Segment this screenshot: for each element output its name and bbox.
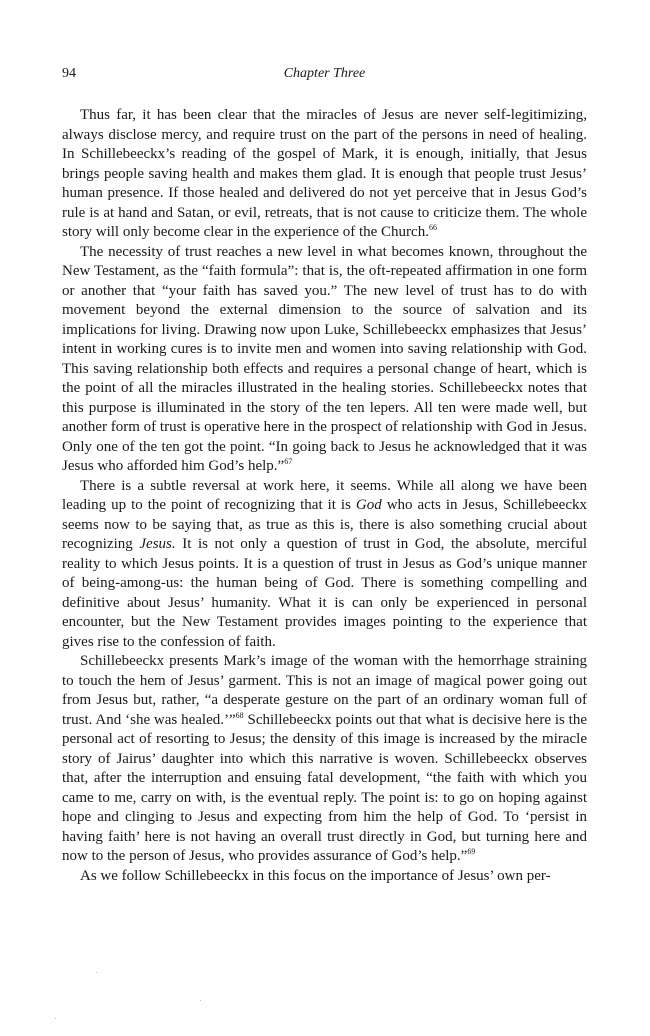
text-run: Schillebeeckx points out that what is decisive here is the personal act of resorting to Jesus; the density of this image is increased by the miracle story of Jairus’ daughter into which this narrative is woven. Schillebeeckx observes that, after the interruption and ensuing fatal development, “the faith with which you came to me, carry on with, is the eventual reply. The point is: to go on hoping against hope and clinging to Jesus and expecting from him the help of God. To ‘persist in having faith’ here is not having an overall trust directly in God, but turning here and now to the person of Jesus, who provides assurance of God’s help.”	[62, 711, 587, 864]
paragraph	[62, 106, 587, 243]
page-number: 94	[62, 66, 76, 81]
paragraph	[62, 243, 587, 477]
scan-speck	[200, 1000, 201, 1001]
text-run: who acts in Jesus, Schillebeeckx seems now to be saying that, as true as this is, there is also something crucial about recognizing	[62, 497, 587, 552]
page-header	[62, 66, 587, 86]
paragraph	[62, 867, 587, 887]
emphasis: Jesus.	[139, 536, 176, 552]
scan-speck	[96, 972, 97, 973]
scan-speck	[55, 1018, 56, 1019]
footnote-ref: 69	[467, 847, 476, 856]
text-run: The necessity of trust reaches a new level in what becomes known, throughout the New Testament, as the “faith formula”: that is, the oft-repeated affirmation in one form or another that “your faith has saved you.” The new level of trust has to do with movement beyond the external dimension to the source of salvation and its implications for living. Drawing now upon Luke, Schillebeeckx emphasizes that Jesus’ intent in working cures is to invite men and women into saving relationship with God. This saving relationship both effects and requires a personal change of heart, which is the point of all the miracles illustrated in the healing stories. Schillebeeckx notes that this purpose is illuminated in the story of the ten lepers. All ten were made well, but another form of trust is operative here in the prospect of relationship with God in Jesus. Only one of the ten got the point. “In going back to Jesus he acknowledged that it was Jesus who afforded him God’s help.”	[62, 243, 587, 474]
body-text	[62, 106, 587, 886]
paragraph	[62, 477, 587, 653]
text-run: Schillebeeckx presents Mark’s image of the woman with the hemorrhage straining to touch the hem of Jesus’ garment. This is not an image of magical power going out from Jesus but, rather, “a desperate gesture on the part of an ordinary woman full of trust. And ‘she was healed.’”	[62, 653, 587, 728]
text-run: As we follow Schillebeeckx in this focus on the importance of Jesus’ own per-	[80, 867, 551, 884]
footnote-ref: 67	[284, 457, 293, 466]
text-run: Thus far, it has been clear that the miracles of Jesus are never self-legitimizing, always disclose mercy, and require trust on the part of the persons in need of healing. In Schillebeeckx’s reading of the gospel of Mark, it is enough, initially, that Jesus brings people saving health and makes them glad. It is enough that people trust Jesus’ human presence. If those healed and delivered do not yet perceive that in Jesus God’s rule is at hand and Satan, or evil, retreats, that is not cause to criticize them. The whole story will only become clear in the experience of the Church.	[62, 107, 587, 240]
emphasis: God	[355, 497, 382, 513]
text-run: It is not only a question of trust in God, the absolute, merciful reality to which Jesus points. It is a question of trust in Jesus as God’s unique manner of being-among-us: the human being of God. There is something compelling and definitive about Jesus’ humanity. What it is can only be experienced in personal encounter, but the New Testament provides images pointing to the experience that gives rise to the confession of faith.	[62, 536, 587, 650]
running-head: Chapter Three	[283, 66, 366, 81]
footnote-ref: 66	[428, 223, 437, 232]
footnote-ref: 68	[235, 710, 244, 720]
paragraph	[62, 652, 587, 867]
text-run: There is a subtle reversal at work here, it seems. While all along we have been leading up to the point of recognizing that it is	[62, 477, 587, 513]
